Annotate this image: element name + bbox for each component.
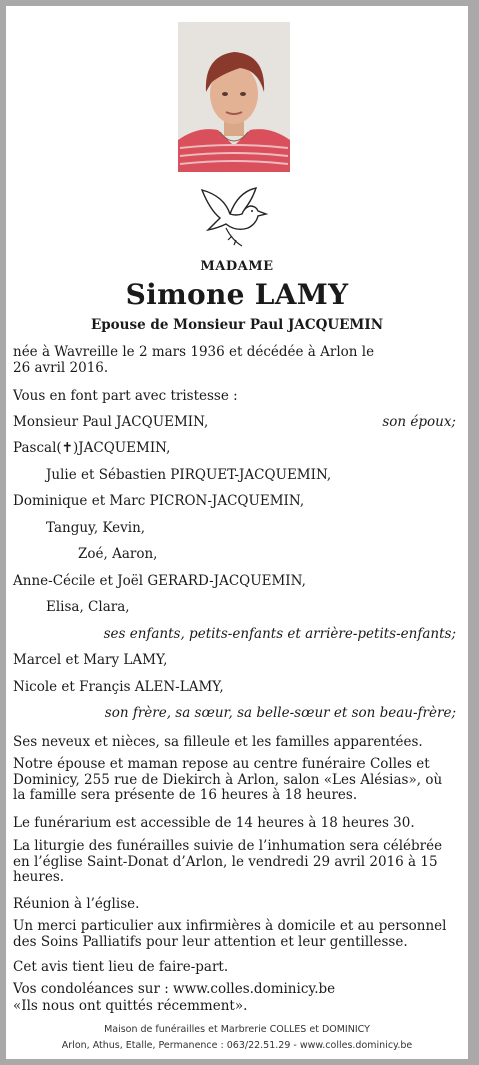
portrait-photo <box>178 22 290 172</box>
title-madame: MADAME <box>200 259 274 274</box>
family-member: Zoé, Aaron, <box>78 546 158 562</box>
family-member: Elisa, Clara, <box>46 599 130 615</box>
relation-label: ses enfants, petits-enfants et arrière-petits-enfants; <box>103 626 456 642</box>
dove-icon <box>196 184 272 250</box>
paragraph-notice: Cet avis tient lieu de faire-part. <box>13 959 229 975</box>
paragraph-relatives: Ses neveux et nièces, sa filleule et les familles apparentées. <box>13 734 423 750</box>
paragraph-repose: Notre épouse et maman repose au centre funéraire Colles et Dominicy, 255 rue de Diekirch à Arlon, salon «Les Alésias», où la famille sera présente de 16 heures à 18 heures. <box>13 756 443 803</box>
footer-line-1: Maison de funérailles et Marbrerie COLLES et DOMINICY <box>104 1024 370 1035</box>
relation-label: son époux; <box>382 414 456 430</box>
paragraph-funeral: La liturgie des funérailles suivie de l’inhumation sera célébrée en l’église Saint-Donat d’Arlon, le vendredi 29 avril 2016 à 15 heures. <box>13 838 443 885</box>
condolences-link[interactable]: Vos condoléances sur : www.colles.dominicy.be <box>13 981 336 997</box>
spouse-subtitle: Epouse de Monsieur Paul JACQUEMIN <box>90 317 384 333</box>
birth-death-line-2: 26 avril 2016. <box>13 360 109 376</box>
deceased-name: Simone LAMY <box>125 278 349 311</box>
family-member: Anne-Cécile et Joël GERARD-JACQUEMIN, <box>13 573 306 589</box>
footer-line-2: Arlon, Athus, Etalle, Permanence : 063/22.51.29 - www.colles.dominicy.be <box>61 1040 413 1051</box>
birth-death-line-1: née à Wavreille le 2 mars 1936 et décédée à Arlon le <box>13 344 375 360</box>
intro-text: Vous en font part avec tristesse : <box>13 388 238 404</box>
family-member: Tanguy, Kevin, <box>46 520 146 536</box>
paragraph-reunion: Réunion à l’église. <box>13 896 140 912</box>
paragraph-recent: «Ils nous ont quittés récemment». <box>13 998 248 1014</box>
paragraph-visiting-hours: Le funérarium est accessible de 14 heures à 18 heures 30. <box>13 815 415 831</box>
family-member: Nicole et Françis ALEN-LAMY, <box>13 679 224 695</box>
relation-label: son frère, sa sœur, sa belle-sœur et son beau-frère; <box>104 705 456 721</box>
obituary-notice <box>6 6 468 1059</box>
paragraph-thanks: Un merci particulier aux infirmières à domicile et au personnel des Soins Palliatifs pour leur attention et leur gentillesse. <box>13 918 447 950</box>
family-member: Dominique et Marc PICRON-JACQUEMIN, <box>13 493 305 509</box>
family-member: Monsieur Paul JACQUEMIN, <box>13 414 209 430</box>
family-member: Julie et Sébastien PIRQUET-JACQUEMIN, <box>46 467 332 483</box>
family-member: Pascal(✝)JACQUEMIN, <box>13 440 171 456</box>
family-member: Marcel et Mary LAMY, <box>13 652 168 668</box>
